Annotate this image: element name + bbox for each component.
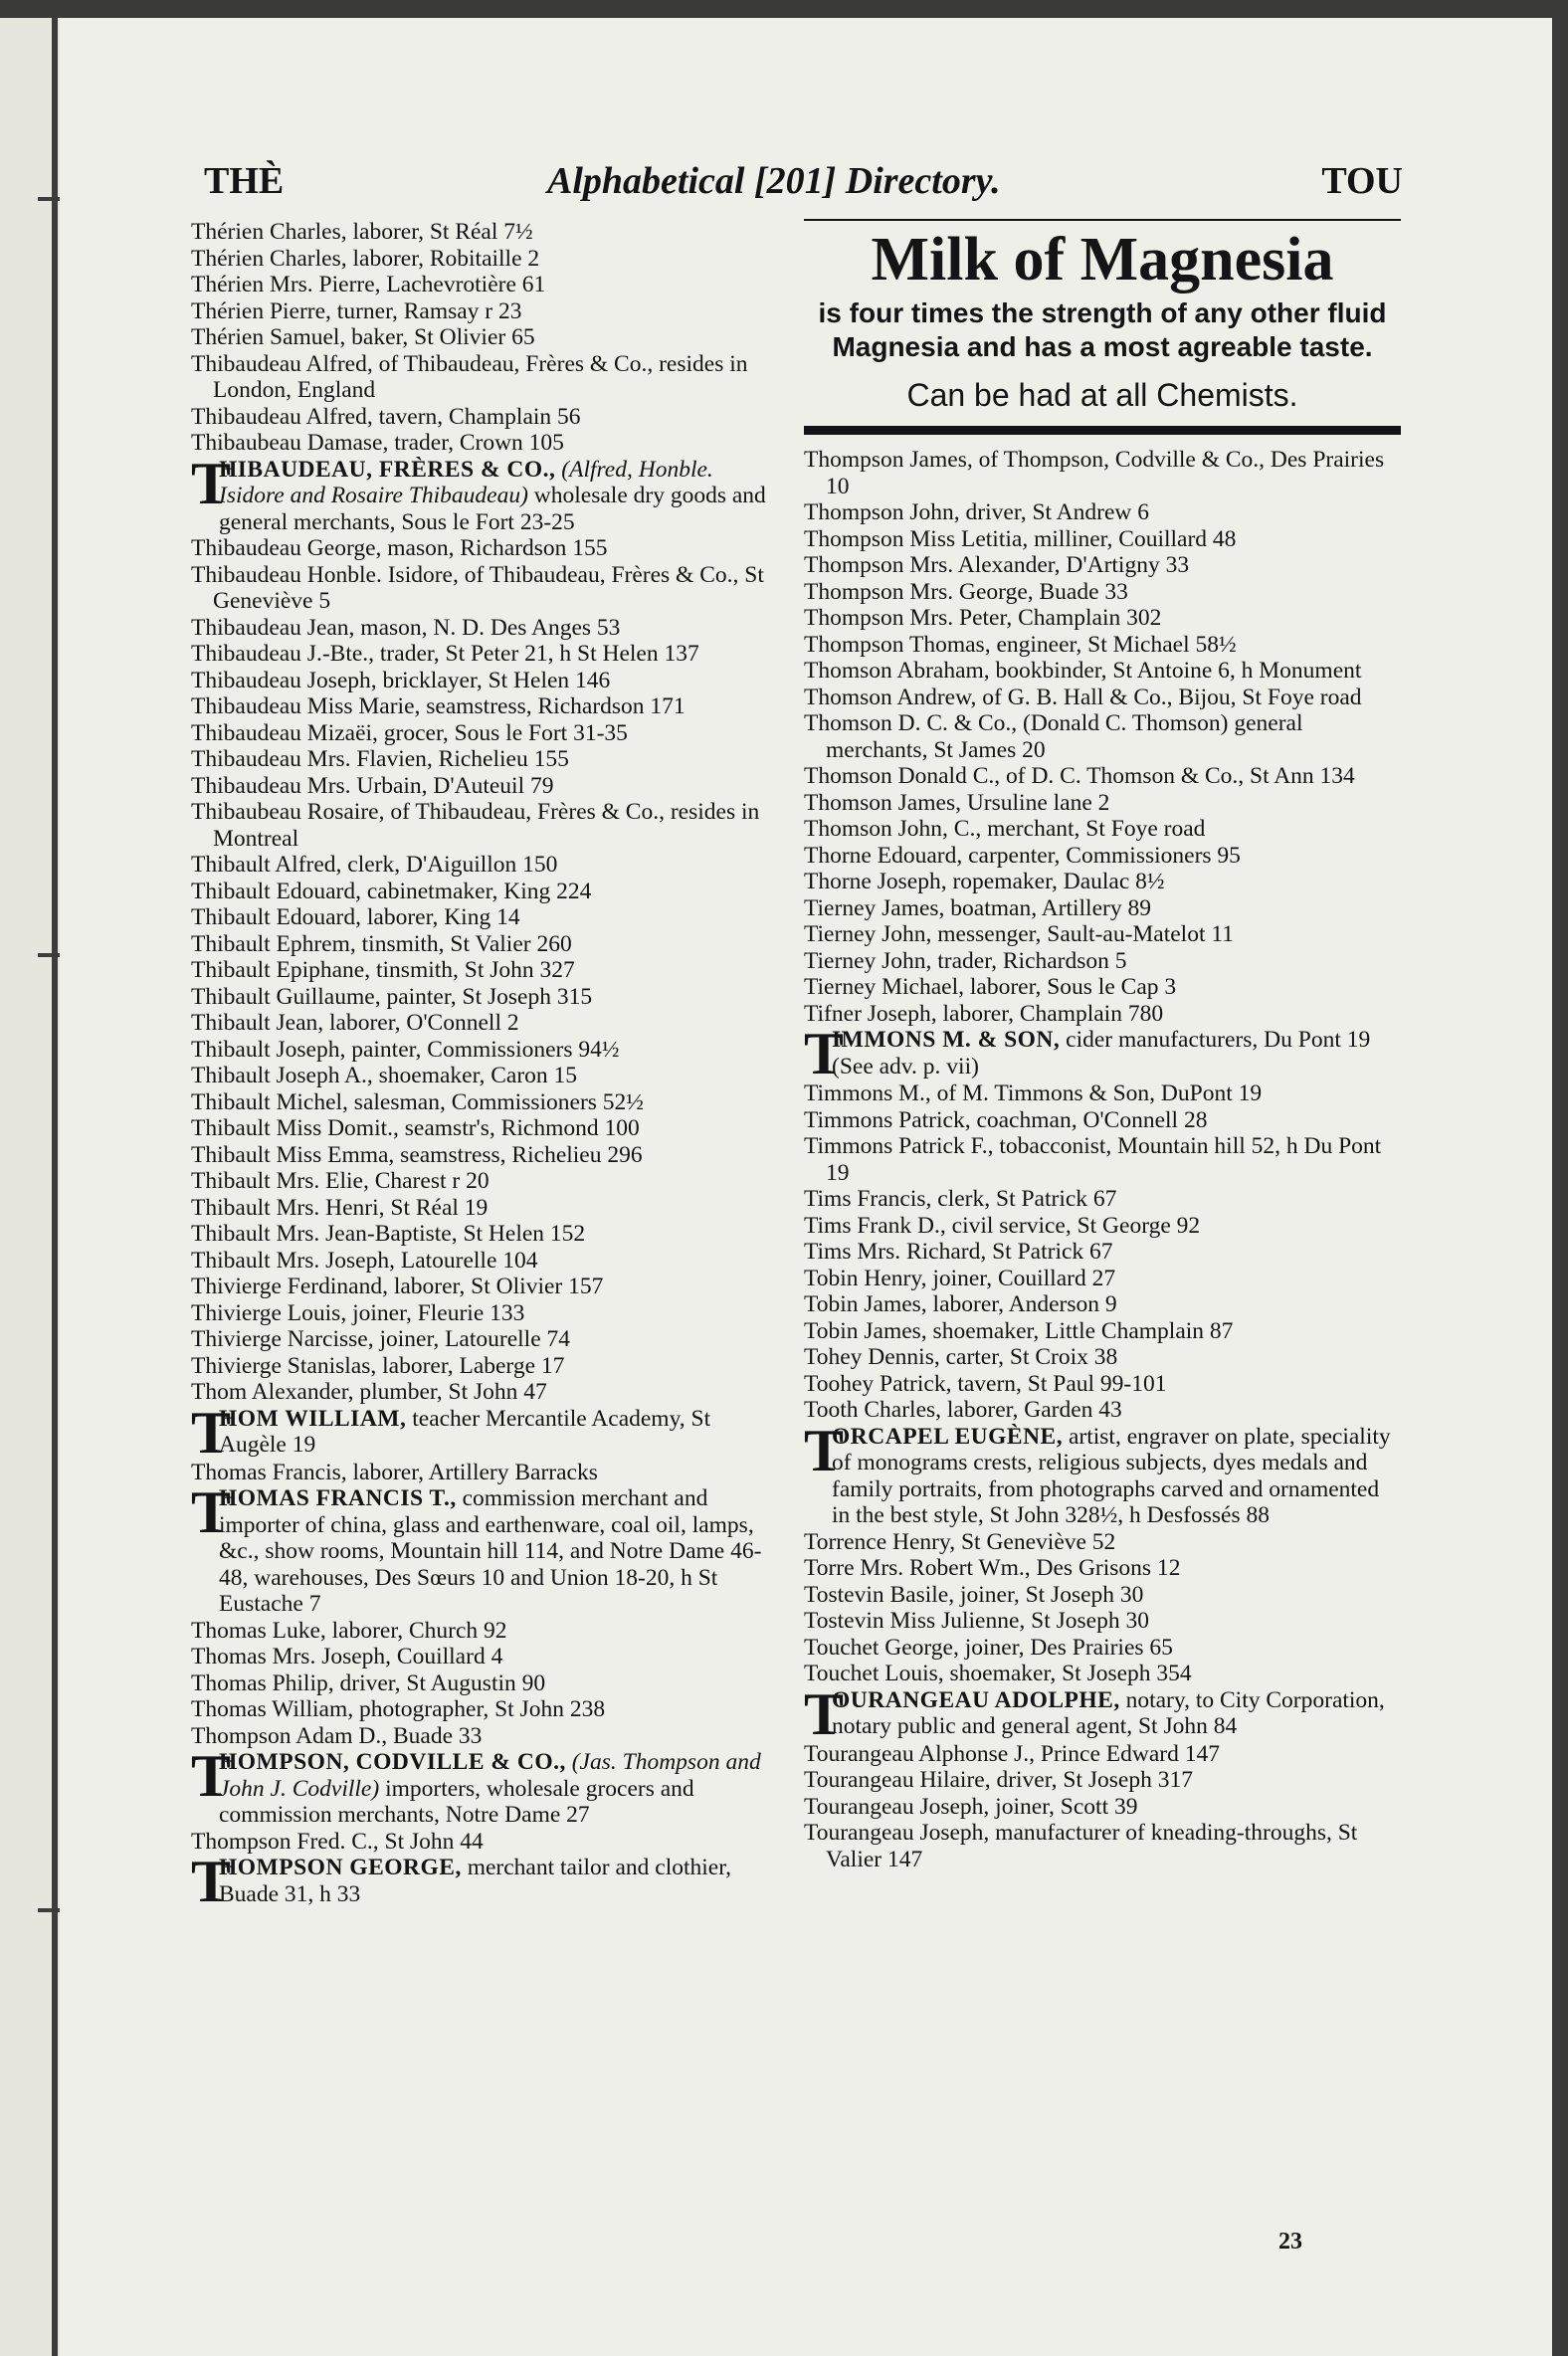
directory-entry: Thibault Michel, salesman, Commissioners 52½ <box>191 1088 644 1115</box>
entry-business-name: OURANGEAU ADOLPHE, <box>832 1686 1120 1713</box>
directory-entry: Tifner Joseph, laborer, Champlain 780 <box>804 1000 1164 1027</box>
directory-entry: Thibault Mrs. Joseph, Latourelle 104 <box>191 1247 538 1274</box>
directory-entry: Thomas William, photographer, St John 238 <box>191 1696 606 1722</box>
right-column <box>804 219 1401 1872</box>
featured-directory-entry <box>804 1021 1401 1086</box>
directory-entry: Thompson Fred. C., St John 44 <box>191 1828 484 1855</box>
directory-entry: Thibault Joseph, painter, Commissioners 94½ <box>191 1036 620 1063</box>
page-header <box>204 159 1403 209</box>
directory-entry: Thibault Guillaume, painter, St Joseph 315 <box>191 983 593 1010</box>
directory-entry: Thibault Edouard, cabinetmaker, King 224 <box>191 878 592 904</box>
directory-entry: Thibault Mrs. Elie, Charest r 20 <box>191 1168 490 1194</box>
directory-entry: Thibaudeau Joseph, bricklayer, St Helen 146 <box>191 667 611 693</box>
drop-cap-letter: T <box>191 1849 232 1914</box>
directory-entry: Thompson Adam D., Buade 33 <box>191 1722 483 1749</box>
directory-entry: Thivierge Ferdinand, laborer, St Olivier 157 <box>191 1274 604 1299</box>
entry-description: notary, to City Corporation, notary public and general agent, St John 84 <box>832 1686 1385 1739</box>
directory-entry: Thibault Epiphane, tinsmith, St John 327 <box>191 957 575 983</box>
directory-entry: Thibaudeau Mrs. Urbain, D'Auteuil 79 <box>191 772 554 799</box>
directory-entry: Tobin James, laborer, Anderson 9 <box>804 1291 1117 1317</box>
directory-entry: Thérien Samuel, baker, St Olivier 65 <box>191 324 535 350</box>
book-spine-margin <box>0 18 60 2356</box>
directory-entry: Tostevin Miss Julienne, St Joseph 30 <box>804 1608 1149 1634</box>
directory-entry: Thibaudeau Honble. Isidore, of Thibaudeau, Frères & Co., St Geneviève 5 <box>191 561 764 614</box>
entry-business-name: HIBAUDEAU, FRÈRES & CO., <box>219 456 556 483</box>
drop-cap-letter: T <box>191 1399 232 1466</box>
directory-entry: Toohey Patrick, tavern, St Paul 99-101 <box>804 1370 1167 1397</box>
directory-entry: Timmons Patrick, coachman, O'Connell 28 <box>804 1106 1208 1133</box>
page-number: 23 <box>1278 2229 1302 2255</box>
directory-entry: Thom Alexander, plumber, St John 47 <box>191 1379 547 1405</box>
directory-entry: Tobin Henry, joiner, Couillard 27 <box>804 1265 1116 1291</box>
directory-entry: Tierney Michael, laborer, Sous le Cap 3 <box>804 974 1177 1000</box>
directory-entry: Thibaudeau J.-Bte., trader, St Peter 21, h St Helen 137 <box>191 641 699 667</box>
directory-entry: Thorne Edouard, carpenter, Commissioners 95 <box>804 842 1241 869</box>
directory-entry: Thivierge Narcisse, joiner, Latourelle 74 <box>191 1326 571 1352</box>
featured-directory-entry <box>191 1479 773 1618</box>
directory-entry: Tims Frank D., civil service, St George 92 <box>804 1212 1201 1239</box>
directory-entry: Timmons Patrick F., tobacconist, Mountain hill 52, h Du Pont 19 <box>804 1133 1382 1186</box>
ad-footer: Can be had at all Chemists. <box>906 377 1298 413</box>
directory-entry: Thomson Andrew, of G. B. Hall & Co., Bijou, St Foye road <box>804 684 1362 710</box>
header-left-guide-word: THÈ <box>204 160 285 202</box>
directory-entry: Thibault Ephrem, tinsmith, St Valier 260 <box>191 930 572 957</box>
directory-entry: Tooth Charles, laborer, Garden 43 <box>804 1397 1122 1423</box>
directory-entry: Tourangeau Alphonse J., Prince Edward 147 <box>804 1740 1220 1767</box>
directory-entry: Tourangeau Joseph, manufacturer of kneading-throughs, St Valier 147 <box>804 1820 1358 1872</box>
directory-entry: Thibault Edouard, laborer, King 14 <box>191 904 520 930</box>
entry-business-name: HOMAS FRANCIS T., <box>219 1485 457 1511</box>
drop-cap-letter: T <box>191 450 232 516</box>
directory-entry: Thérien Mrs. Pierre, Lachevrotière 61 <box>191 272 546 297</box>
directory-entry: Tobin James, shoemaker, Little Champlain 87 <box>804 1317 1234 1344</box>
directory-entry: Thibaudeau Jean, mason, N. D. Des Anges 53 <box>191 614 621 641</box>
entry-partners: (Alfred, Honble. Isidore and Rosaire Thibaudeau) <box>219 456 713 508</box>
entry-description: merchant tailor and clothier, Buade 31, h 33 <box>219 1855 731 1907</box>
directory-entry: Thibault Alfred, clerk, D'Aiguillon 150 <box>191 852 558 878</box>
ad-body: is four times the strength of any other fluid Magnesia and has a most agreable taste. <box>818 297 1387 362</box>
directory-entry: Thibault Jean, laborer, O'Connell 2 <box>191 1010 519 1036</box>
directory-entry: Thibault Miss Domit., seamstr's, Richmond 100 <box>191 1115 640 1141</box>
entry-description: teacher Mercantile Academy, St Augèle 19 <box>219 1405 711 1458</box>
directory-entry: Tohey Dennis, carter, St Croix 38 <box>804 1344 1118 1370</box>
directory-entry: Thomas Mrs. Joseph, Couillard 4 <box>191 1644 503 1669</box>
advertisement <box>804 219 1401 435</box>
directory-entry: Thibaudeau Alfred, of Thibaudeau, Frères & Co., resides in London, England <box>191 350 748 403</box>
directory-entry: Thompson James, of Thompson, Codville & Co., Des Prairies 10 <box>804 447 1385 499</box>
directory-entry: Thompson Mrs. Peter, Champlain 302 <box>804 605 1162 631</box>
entry-description: artist, engraver on plate, speciality of monograms crests, religious subjects, dyes medals and family portraits, from photographs carved and ornamented in the best style, St John 328½, h Desfossés 88 <box>832 1423 1391 1528</box>
directory-entry: Thibaudeau Mizaëi, grocer, Sous le Fort 31-35 <box>191 719 628 746</box>
directory-entry: Tierney James, boatman, Artillery 89 <box>804 894 1151 921</box>
drop-cap-letter: T <box>804 1680 845 1747</box>
directory-entry: Touchet Louis, shoemaker, St Joseph 354 <box>804 1661 1192 1686</box>
directory-entry: Thibaubeau Damase, trader, Crown 105 <box>191 430 564 456</box>
entry-description: cider manufacturers, Du Pont 19 (See adv. p. vii) <box>832 1027 1371 1080</box>
directory-entry: Thomson James, Ursuline lane 2 <box>804 789 1110 816</box>
directory-entry: Thompson John, driver, St Andrew 6 <box>804 499 1149 525</box>
directory-entry: Thibaudeau Alfred, tavern, Champlain 56 <box>191 403 581 430</box>
entry-business-name: HOM WILLIAM, <box>219 1405 407 1432</box>
directory-entry: Thibault Miss Emma, seamstress, Richelieu 296 <box>191 1141 643 1168</box>
directory-entry: Thibault Joseph A., shoemaker, Caron 15 <box>191 1063 578 1088</box>
right-entry-list <box>804 447 1401 1872</box>
directory-entry: Thompson Miss Letitia, milliner, Couillard 48 <box>804 525 1237 552</box>
directory-entry: Thérien Pierre, turner, Ramsay r 23 <box>191 297 522 324</box>
directory-entry: Tims Francis, clerk, St Patrick 67 <box>804 1186 1117 1212</box>
directory-entry: Tierney John, trader, Richardson 5 <box>804 947 1127 974</box>
directory-entry: Thompson Mrs. Alexander, D'Artigny 33 <box>804 552 1190 578</box>
spine-binding-line <box>52 18 58 2356</box>
featured-directory-entry <box>191 1743 773 1829</box>
featured-directory-entry <box>191 450 773 536</box>
directory-entry: Thibaudeau Miss Marie, seamstress, Richardson 171 <box>191 693 686 719</box>
directory-entry: Thérien Charles, laborer, Robitaille 2 <box>191 245 540 272</box>
directory-entry: Tierney John, messenger, Sault-au-Matelot 11 <box>804 921 1234 947</box>
directory-entry: Thibault Mrs. Henri, St Réal 19 <box>191 1194 489 1221</box>
directory-entry: Tourangeau Joseph, joiner, Scott 39 <box>804 1793 1138 1820</box>
directory-entry: Touchet George, joiner, Des Prairies 65 <box>804 1634 1173 1661</box>
directory-entry: Thompson Thomas, engineer, St Michael 58½ <box>804 631 1237 658</box>
directory-entry: Thibault Mrs. Jean-Baptiste, St Helen 152 <box>191 1221 586 1247</box>
directory-entry: Tims Mrs. Richard, St Patrick 67 <box>804 1239 1113 1265</box>
entry-description: wholesale dry goods and general merchants, Sous le Fort 23-25 <box>219 483 766 535</box>
directory-entry: Thomas Luke, laborer, Church 92 <box>191 1617 507 1644</box>
directory-entry: Torre Mrs. Robert Wm., Des Grisons 12 <box>804 1555 1181 1581</box>
featured-directory-entry <box>804 1417 1401 1529</box>
entry-partners: (Jas. Thompson and John J. Codville) <box>219 1749 761 1802</box>
directory-entry: Tostevin Basile, joiner, St Joseph 30 <box>804 1581 1144 1608</box>
header-title: Alphabetical [201] Directory. <box>547 160 1001 202</box>
ad-title: Milk of Magnesia <box>871 226 1334 294</box>
entry-business-name: IMMONS M. & SON, <box>832 1027 1061 1053</box>
entry-business-name: HOMPSON GEORGE, <box>219 1855 462 1880</box>
drop-cap-letter: T <box>804 1021 845 1086</box>
directory-entry: Thibaubeau Rosaire, of Thibaudeau, Frères & Co., resides in Montreal <box>191 799 760 852</box>
directory-entry: Tourangeau Hilaire, driver, St Joseph 317 <box>804 1767 1193 1793</box>
directory-entry: Thomas Philip, driver, St Augustin 90 <box>191 1669 546 1696</box>
left-column <box>191 219 773 1914</box>
directory-entry: Thomson Donald C., of D. C. Thomson & Co., St Ann 134 <box>804 763 1355 789</box>
header-right-guide-word: TOU <box>1321 160 1403 202</box>
directory-entry: Timmons M., of M. Timmons & Son, DuPont 19 <box>804 1080 1263 1106</box>
entry-business-name: HOMPSON, CODVILLE & CO., <box>219 1749 566 1775</box>
directory-entry: Thérien Charles, laborer, St Réal 7½ <box>191 219 533 245</box>
featured-directory-entry <box>804 1680 1401 1747</box>
entry-description: commission merchant and importer of china, glass and earthenware, coal oil, lamps, &c., show rooms, Mountain hill 114, and Notre Dame 46-48, warehouses, Des Sœurs 10 and Union 18-20, h St Eustache 7 <box>219 1485 762 1617</box>
directory-entry: Thomas Francis, laborer, Artillery Barracks <box>191 1459 598 1485</box>
directory-entry: Thomson Abraham, bookbinder, St Antoine 6, h Monument <box>804 658 1362 684</box>
directory-entry: Thomson John, C., merchant, St Foye road <box>804 816 1206 842</box>
featured-directory-entry <box>191 1399 773 1466</box>
directory-entry: Thompson Mrs. George, Buade 33 <box>804 578 1128 605</box>
drop-cap-letter: T <box>191 1743 232 1809</box>
drop-cap-letter: T <box>191 1479 232 1545</box>
directory-entry: Torrence Henry, St Geneviève 52 <box>804 1528 1116 1555</box>
featured-directory-entry <box>191 1849 773 1914</box>
directory-entry: Thibaudeau Mrs. Flavien, Richelieu 155 <box>191 746 569 772</box>
directory-entry: Thomson D. C. & Co., (Donald C. Thomson) general merchants, St James 20 <box>804 710 1303 763</box>
directory-entry: Thibaudeau George, mason, Richardson 155 <box>191 535 608 561</box>
drop-cap-letter: T <box>804 1417 845 1483</box>
entry-business-name: ORCAPEL EUGÈNE, <box>832 1423 1064 1450</box>
directory-entry: Thivierge Louis, joiner, Fleurie 133 <box>191 1299 525 1326</box>
directory-entry: Thivierge Stanislas, laborer, Laberge 17 <box>191 1352 565 1379</box>
directory-entry: Thorne Joseph, ropemaker, Daulac 8½ <box>804 869 1165 894</box>
entry-description: importers, wholesale grocers and commission merchants, Notre Dame 27 <box>219 1775 694 1828</box>
